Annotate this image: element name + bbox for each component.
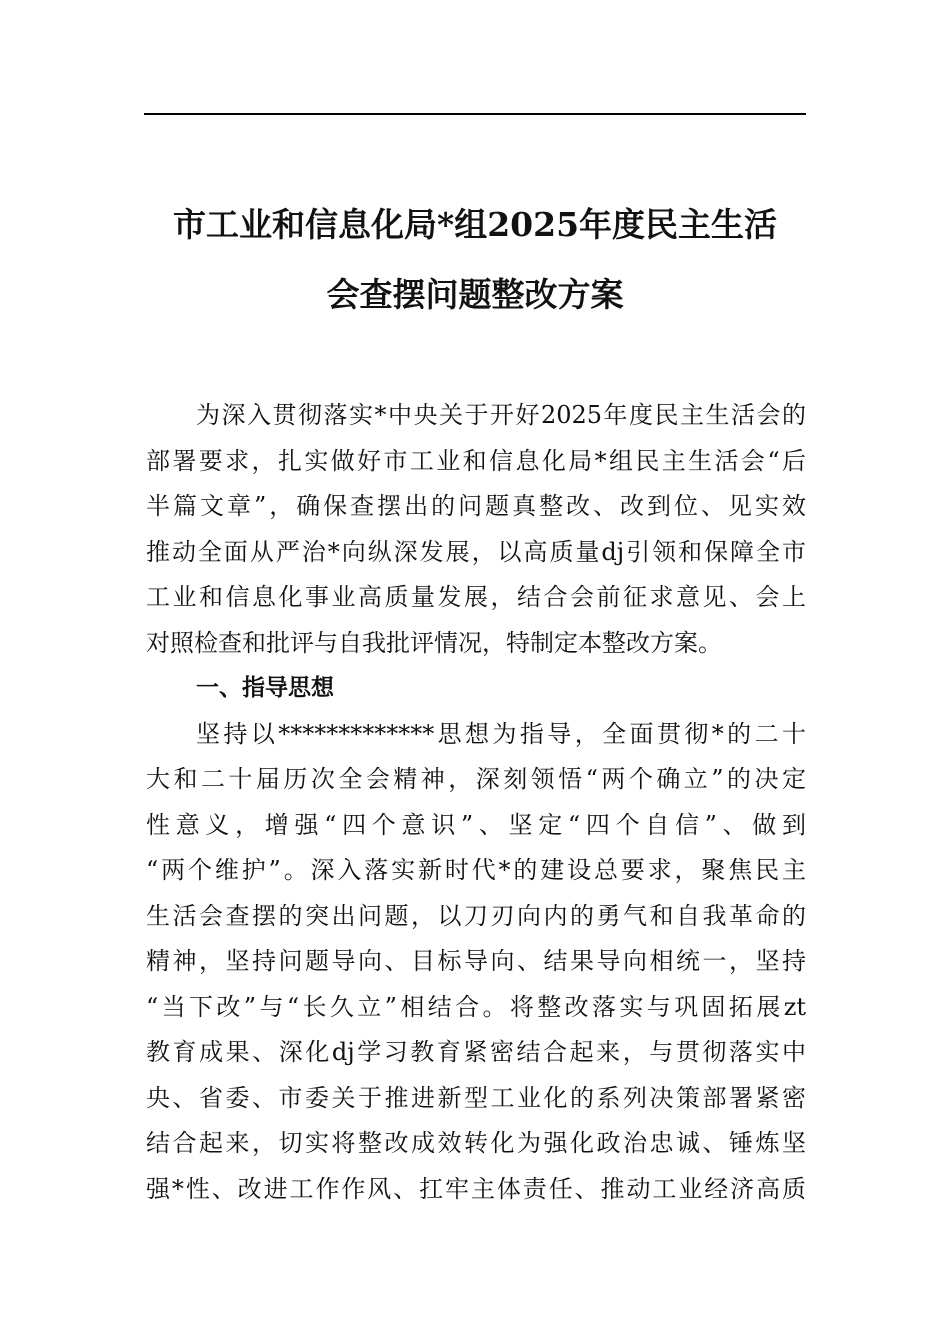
- intro-line: 推动全面从严治*向纵深发展，以高质量dj引领和保障全市: [146, 537, 806, 566]
- intro-line: 部署要求，扎实做好市工业和信息化局*组民主生活会“后: [146, 446, 806, 475]
- title-line-2: 会查摆问题整改方案: [326, 275, 624, 314]
- document-body: [146, 393, 806, 1212]
- section-line: 精神，坚持问题导向、目标导向、结果导向相统一，坚持: [146, 947, 806, 975]
- section-line: 教育成果、深化dj学习教育紧密结合起来，与贯彻落实中: [146, 1038, 806, 1066]
- section-heading-guiding-ideology: 一、指导思想: [196, 675, 334, 701]
- header-rule: [144, 113, 806, 115]
- section-line: “当下改”与“长久立”相结合。将整改落实与巩固拓展zt: [146, 992, 806, 1021]
- title-line-1: 市工业和信息化局*组2025年度民主生活: [172, 205, 778, 244]
- intro-line: 半篇文章”，确保查摆出的问题真整改、改到位、见实效: [146, 492, 806, 520]
- intro-line: 对照检查和批评与自我批评情况，特制定本整改方案。: [146, 628, 722, 657]
- section-line: 央、省委、市委关于推进新型工业化的系列决策部署紧密: [146, 1083, 806, 1112]
- document-title: [144, 190, 806, 330]
- intro-line: 工业和信息化事业高质量发展，结合会前征求意见、会上: [146, 583, 806, 611]
- section-line: 性意义，增强“四个意识”、坚定“四个自信”、做到: [146, 810, 806, 839]
- section-line: 坚持以*************思想为指导，全面贯彻*的二十: [196, 719, 806, 748]
- section-line: 生活会查摆的突出问题，以刀刃向内的勇气和自我革命的: [146, 901, 806, 930]
- section-line: “两个维护”。深入落实新时代*的建设总要求，聚焦民主: [146, 856, 806, 884]
- section-line: 强*性、改进工作作风、扛牢主体责任、推动工业经济高质: [146, 1174, 806, 1203]
- section-line: 结合起来，切实将整改成效转化为强化政治忠诚、锤炼坚: [146, 1129, 806, 1157]
- intro-line: 为深入贯彻落实*中央关于开好2025年度民主生活会的: [196, 401, 806, 429]
- section-line: 大和二十届历次全会精神，深刻领悟“两个确立”的决定: [146, 765, 806, 793]
